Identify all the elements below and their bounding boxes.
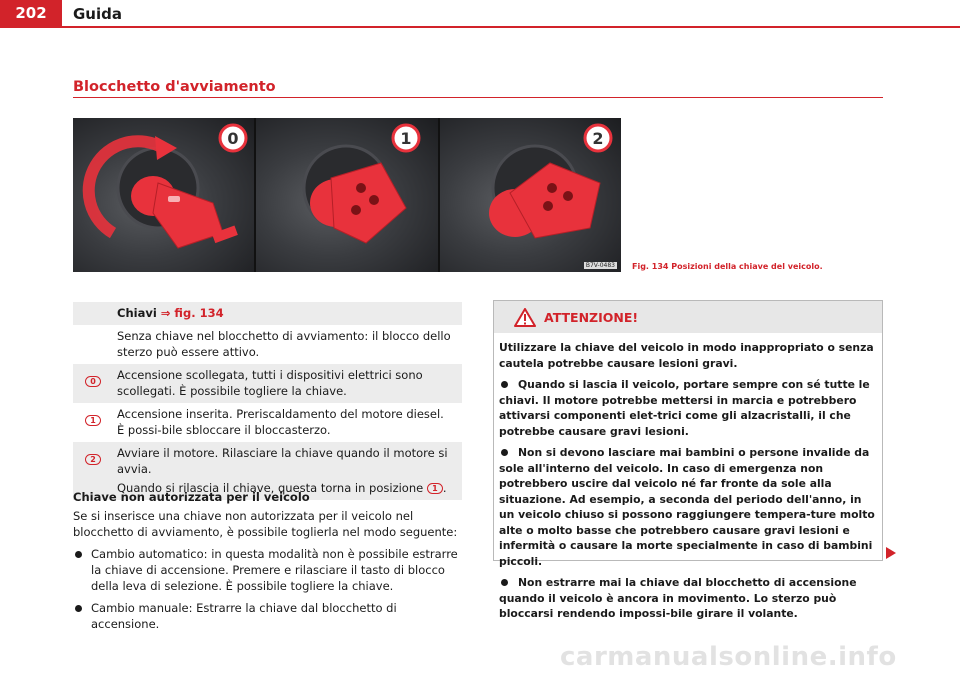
list-item: Non estrarre mai la chiave dal blocchetto di accensione quando il veicolo è ancora in movimento. Lo sterzo può bloccarsi rendendo impossi-bile girare il volante. [499, 576, 857, 620]
body-text [73, 489, 465, 638]
chapter-title: Guida [73, 5, 122, 23]
position-marker: 1 [427, 483, 443, 494]
bullet-icon [75, 551, 82, 558]
watermark: carmanualsonline.info [560, 642, 897, 672]
bullet-icon [501, 449, 508, 456]
list-item: Cambio manuale: Estrarre la chiave dal blocchetto di accensione. [73, 600, 465, 632]
table-row-text-2: Quando si rilascia il chiave, questa torna in posizione [117, 481, 424, 495]
position-marker: 2 [85, 454, 101, 465]
table-row [73, 325, 462, 364]
warning-body [494, 333, 882, 622]
table-header-row [73, 302, 462, 325]
list-item: Quando si lascia il veicolo, portare sempre con sé tutte le chiavi. Il motore potrebbe mettersi in marcia e potrebbero attivarsi componenti elet-trici come gli alzacristalli, il che potrebbe causare gravi lesioni. [499, 378, 870, 438]
key-illustration-icon [73, 118, 254, 272]
table-row-text: Accensione scollegata, tutti i dispositivi elettrici sono scollegati. È possibile togliere la chiave. [117, 368, 423, 398]
panel-label-2: 2 [592, 129, 604, 148]
key-illustration-icon [256, 118, 437, 272]
list-item: Cambio automatico: in questa modalità non è possibile estrarre la chiave di accensione. Premere e rilasciare il tasto di blocco della leva di selezione. È possibile togliere la chiave. [73, 546, 465, 594]
section-title: Blocchetto d'avviamento [73, 79, 276, 95]
warning-intro: Utilizzare la chiave del veicolo in modo inappropriato o senza cautela potrebbe causare lesioni gravi. [499, 341, 874, 370]
table-row-text: Accensione inserita. Preriscaldamento del motore diesel. È possi-bile sbloccare il bloccasterzo. [117, 407, 444, 437]
next-page-arrow-icon[interactable] [886, 547, 896, 559]
warning-title: ATTENZIONE! [544, 309, 639, 325]
header-rule [0, 26, 960, 28]
panel-label-0: 0 [227, 129, 239, 148]
page-number: 202 [0, 0, 62, 27]
bullet-icon [75, 605, 82, 612]
key-positions-table [73, 302, 462, 500]
table-row: 2 Avviare il motore. Rilasciare la chiave quando il motore si avvia. Quando si rilascia il chiave, questa torna in posizione 1 . [73, 442, 462, 500]
section-rule [73, 97, 883, 98]
figure-panel-1 [256, 118, 437, 272]
figure-panel-0 [73, 118, 254, 272]
subheading: Chiave non autorizzata per il veicolo [73, 490, 310, 504]
paragraph: Se si inserisce una chiave non autorizzata per il veicolo nel blocchetto di avviamento, è possibile toglierla nel modo seguente: [73, 509, 458, 539]
position-marker: 1 [85, 415, 101, 426]
table-row [73, 403, 462, 442]
table-header-label: Chiavi [117, 306, 157, 320]
key-illustration-icon [440, 118, 621, 272]
table-row [73, 364, 462, 403]
figure-caption: Fig. 134 Posizioni della chiave del veicolo. [632, 262, 823, 271]
position-marker: 0 [85, 376, 101, 387]
figure-reference-link[interactable]: ⇒ fig. 134 [160, 306, 224, 320]
bullet-icon [501, 381, 508, 388]
table-row-text: Avviare il motore. Rilasciare la chiave quando il motore si avvia. [117, 446, 448, 476]
warning-box [493, 300, 883, 620]
list-item: Non si devono lasciare mai bambini o persone invalide da sole all'interno del veicolo. In caso di emergenza non potrebbero uscire dal veicolo né far fronte da sole alla situazione. Ad esempio, a seconda del periodo dell'anno, in un veicolo chiuso si possono raggiungere tempera-ture molto alte o molto basse che potrebbero causare gravi lesioni e infermità o causare la morte specialmente in caso di bambini piccoli. [499, 446, 875, 568]
bullet-icon [501, 579, 508, 586]
table-row-text: Senza chiave nel blocchetto di avviamento: il blocco dello sterzo può essere attivo. [117, 329, 451, 359]
key-positions-figure [73, 118, 621, 272]
figure-panel-2 [440, 118, 621, 272]
warning-triangle-icon [514, 308, 536, 327]
panel-label-1: 1 [400, 129, 412, 148]
figure-image-code: B7V-0483 [585, 262, 615, 269]
page-header [0, 0, 960, 28]
warning-header [494, 301, 882, 333]
